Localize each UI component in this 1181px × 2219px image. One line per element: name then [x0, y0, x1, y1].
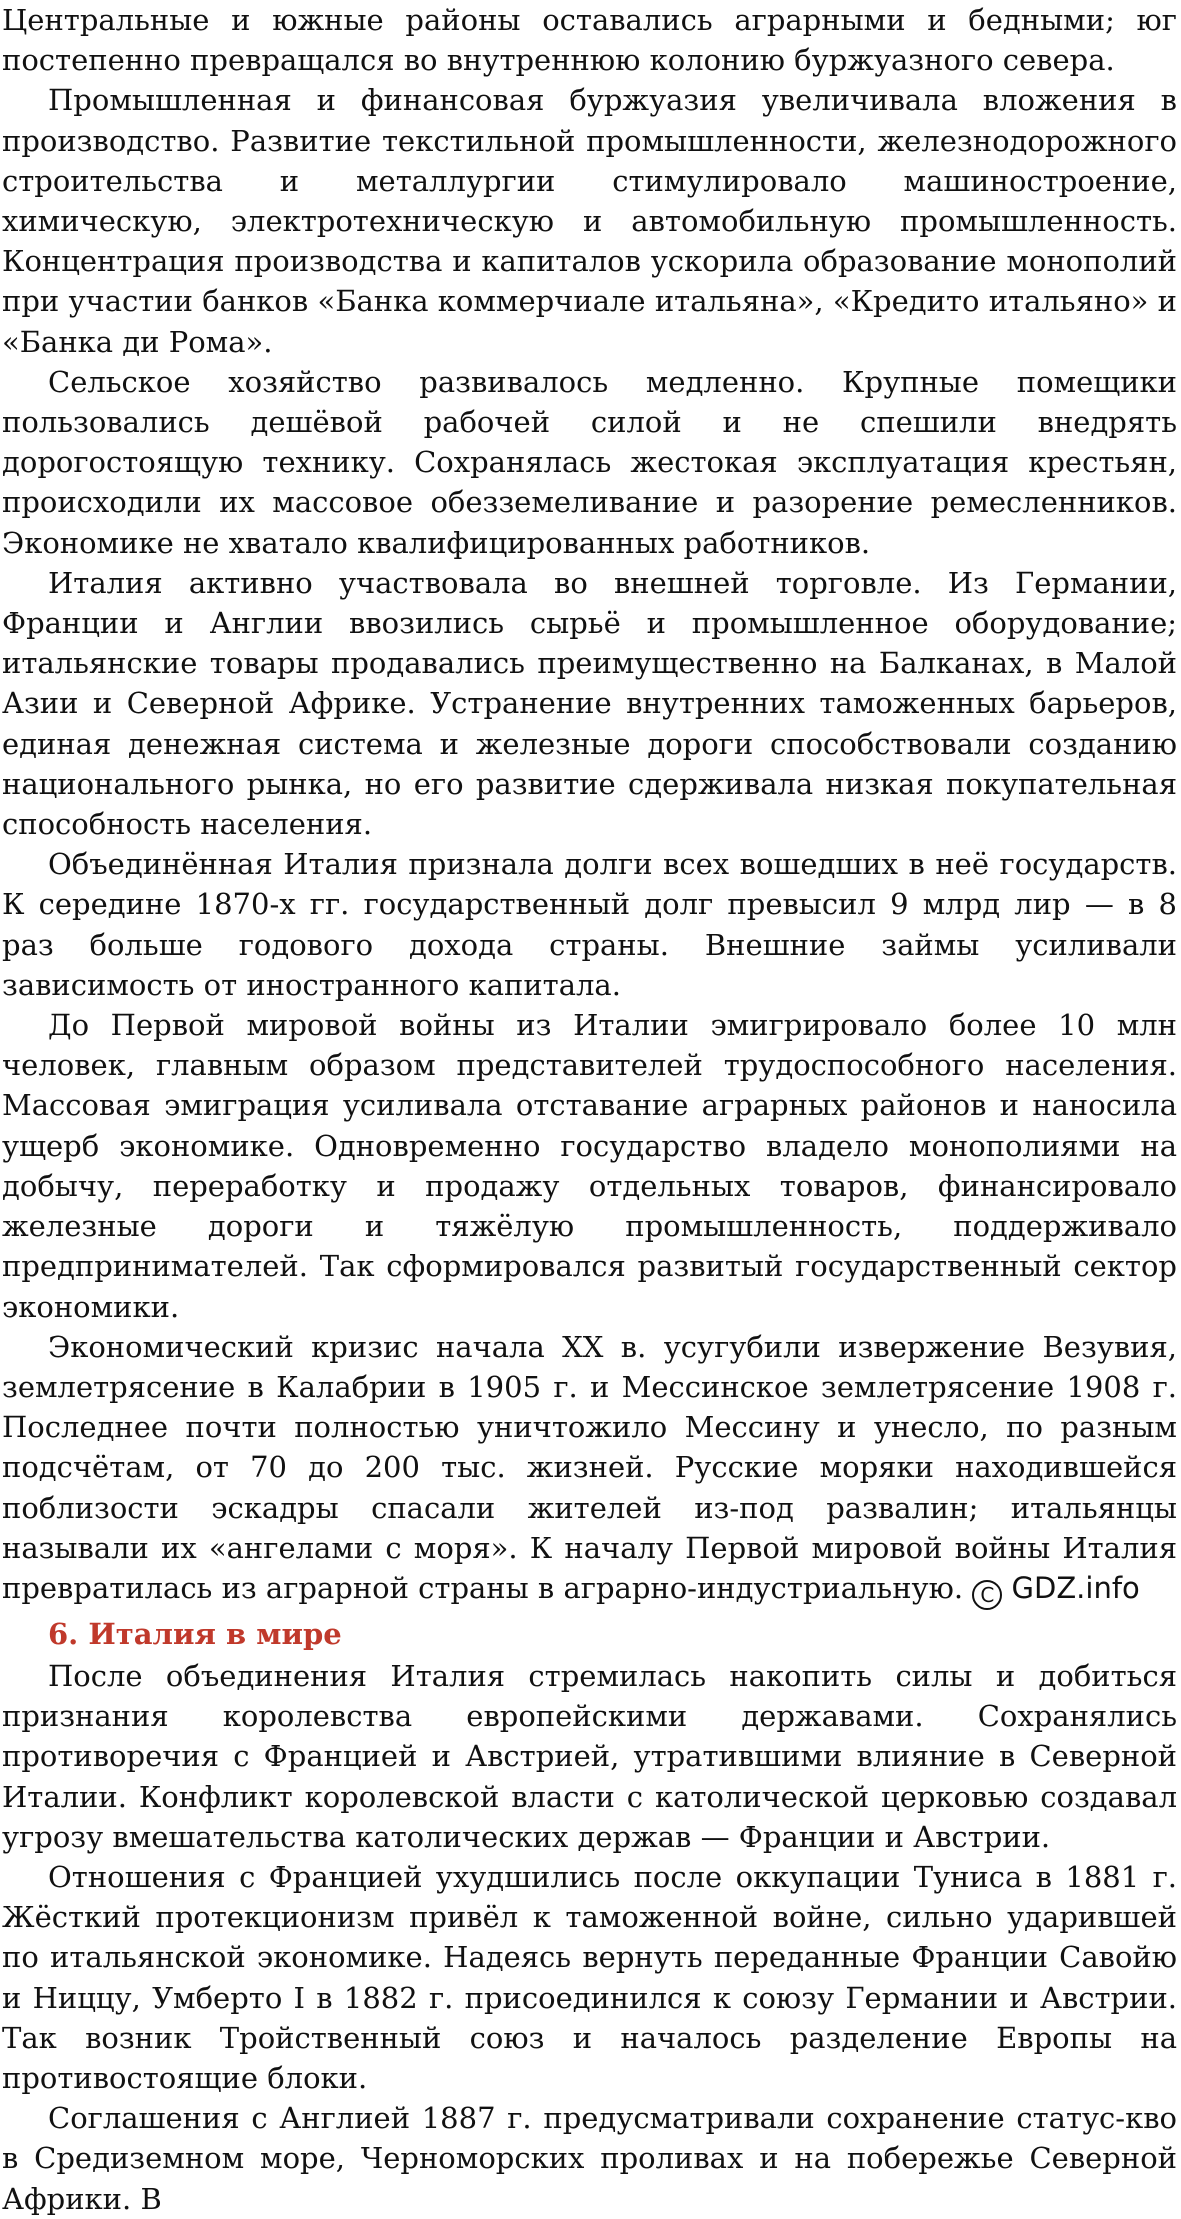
paragraph: Сельское хозяйство развивалось медленно. Крупные помещики пользовались дешёвой рабочей силой и не спешили внедрять дорогостоящую технику. Сохранялась жестокая эксплуатация крестьян, происходили их массовое обезземеливание и разорение ремесленников. Экономике не хватало квалифицированных работников.	[2, 364, 1177, 560]
paragraph: До Первой мировой войны из Италии эмигрировало более 10 млн человек, главным образом представителей трудоспособного населения. Массовая эмиграция усиливала отставание аграрных районов и наносила ущерб экономике. Одновременно государство владело монополиями на добычу, переработку и продажу отдельных товаров, финансировало железные дороги и тяжёлую промышленность, поддерживало предпринимателей. Так сформировался развитый государственный сектор экономики.	[2, 1008, 1177, 1324]
section-heading: 6. Италия в мире	[48, 1616, 342, 1651]
copyright-text: GDZ.info	[1011, 1570, 1140, 1605]
paragraph: Отношения с Францией ухудшились после оккупации Туниса в 1881 г. Жёсткий протекционизм привёл к таможенной войне, сильно ударившей по итальянской экономике. Надеясь вернуть переданные Франции Савойю и Ниццу, Умберто I в 1882 г. присоединился к союзу Германии и Австрии. Так возник Тройственный союз и началось разделение Европы на противостоящие блоки.	[2, 1859, 1177, 2095]
copyright-icon: C	[972, 1580, 1002, 1610]
paragraph: Соглашения с Англией 1887 г. предусматривали сохранение статус-кво в Средиземном море, Черноморских проливах и на побережье Северной Африки. В	[2, 2101, 1177, 2216]
paragraph: Промышленная и финансовая буржуазия увеличивала вложения в производство. Развитие текстильной промышленности, железнодорожного строительства и металлургии стимулировало машиностроение, химическую, электротехническую и автомобильную промышленность. Концентрация производства и капиталов ускорила образование монополий при участии банков «Банка коммерчиале итальяна», «Кредито итальяно» и «Банка ди Рома».	[2, 83, 1177, 359]
copyright-notice	[972, 1571, 1140, 1605]
paragraph-text: Экономический кризис начала XX в. усугубили извержение Везувия, землетрясение в Калабрии в 1905 г. и Мессинское землетрясение 1908 г. Последнее почти полностью уничтожило Мессину и унесло, по разным подсчётам, от 70 до 200 тыс. жизней. Русские моряки находившейся поблизости эскадры спасали жителей из-под развалин; итальянцы называли их «ангелами с моря». К началу Первой мировой войны Италия превратилась из аграрной страны в аграрно-индустриальную.	[2, 1329, 1177, 1605]
paragraph: Центральные и южные районы оставались аграрными и бедными; юг постепенно превращался во внутреннюю колонию буржуазного севера.	[2, 3, 1177, 78]
paragraph: Италия активно участвовала во внешней торговле. Из Германии, Франции и Англии ввозились сырьё и промышленное оборудование; итальянские товары продавались преимущественно на Балканах, в Малой Азии и Северной Африке. Устранение внутренних таможенных барьеров, единая денежная система и железные дороги способствовали созданию национального рынка, но его развитие сдерживала низкая покупательная способность населения.	[2, 565, 1177, 842]
paragraph-with-copyright	[2, 1327, 1177, 1610]
paragraph: После объединения Италия стремилась накопить силы и добиться признания королевства европейскими державами. Сохранялись противоречия с Францией и Австрией, утратившими влияние в Северной Италии. Конфликт королевской власти с католической церковью создавал угрозу вмешательства католических держав — Франции и Австрии.	[2, 1658, 1177, 1854]
paragraph: Объединённая Италия признала долги всех вошедших в неё государств. К середине 1870-х гг. государственный долг превысил 9 млрд лир — в 8 раз больше годового дохода страны. Внешние займы усиливали зависимость от иностранного капитала.	[2, 847, 1177, 1002]
